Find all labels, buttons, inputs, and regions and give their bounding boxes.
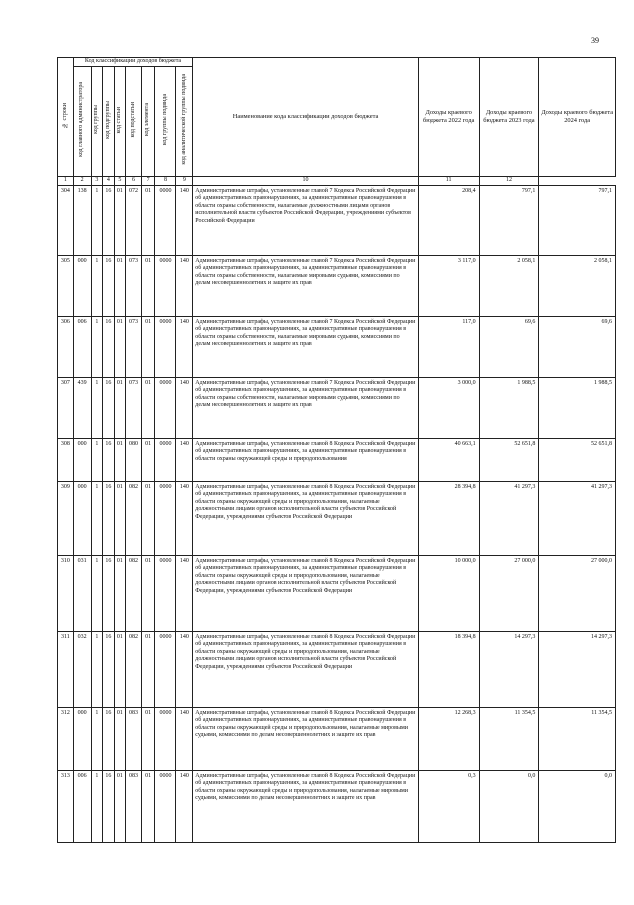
- column-number: 10: [193, 177, 418, 186]
- revenue-name: Административные штрафы, установленные главой 8 Кодекса Российской Федерации об административных правонарушениях, за административные правонарушения в области охраны окружающей среды и природопользования, налагаемые должностными лицами органов исполнительной власти субъектов Российской Федерации, учреждениями субъектов Российской Федерации: [193, 632, 418, 708]
- column-number: 12: [479, 177, 539, 186]
- subarticle-code: 083: [126, 708, 142, 771]
- row-number: 311: [58, 632, 74, 708]
- subgroup-code: 16: [103, 556, 115, 632]
- element-code: 01: [141, 708, 155, 771]
- group-code: 1: [91, 186, 103, 256]
- amount-2023: 52 651,8: [479, 439, 539, 482]
- subarticle-code: 080: [126, 439, 142, 482]
- revenue-name: Административные штрафы, установленные главой 7 Кодекса Российской Федерации об административных правонарушениях, за административные правонарушения в области охраны собственности, налагаемые мировыми судьями, комиссиями по делам несовершеннолетних и защите их прав: [193, 256, 418, 317]
- podvid-code: 0000: [155, 632, 176, 708]
- podvid-code: 0000: [155, 186, 176, 256]
- table-row: [58, 556, 616, 632]
- subarticle-code: 072: [126, 186, 142, 256]
- podvid-code: 0000: [155, 482, 176, 556]
- revenue-name: Административные штрафы, установленные главой 7 Кодекса Российской Федерации об административных правонарушениях, за административные правонарушения в области охраны собственности, налагаемые мировыми судьями, комиссиями по делам несовершеннолетних и защите их прав: [193, 317, 418, 378]
- amount-2024: 2 058,1: [539, 256, 616, 317]
- subgroup-code: 16: [103, 708, 115, 771]
- group-code: 1: [91, 556, 103, 632]
- header-admin-code: код главного администратора: [73, 67, 91, 177]
- analytic-code: 140: [176, 439, 193, 482]
- article-code: 01: [114, 708, 126, 771]
- element-code: 01: [141, 378, 155, 439]
- analytic-code: 140: [176, 771, 193, 843]
- group-code: 1: [91, 632, 103, 708]
- group-code: 1: [91, 378, 103, 439]
- amount-2024: 27 000,0: [539, 556, 616, 632]
- header-2023: Доходы краевого бюджета 2023 года: [479, 58, 539, 177]
- element-code: 01: [141, 556, 155, 632]
- page-number: 39: [591, 36, 599, 45]
- subgroup-code: 16: [103, 482, 115, 556]
- table-row: [58, 186, 616, 256]
- group-code: 1: [91, 439, 103, 482]
- amount-2022: 208,4: [418, 186, 479, 256]
- column-number: 11: [418, 177, 479, 186]
- analytic-code: 140: [176, 317, 193, 378]
- header-2022: Доходы краевого бюджета 2022 года: [418, 58, 479, 177]
- element-code: 01: [141, 632, 155, 708]
- header-article-code: код статьи: [114, 67, 126, 177]
- analytic-code: 140: [176, 378, 193, 439]
- table-row: [58, 317, 616, 378]
- header-name: Наименование кода классификации доходов бюджета: [193, 58, 418, 177]
- amount-2023: 2 058,1: [479, 256, 539, 317]
- revenue-name: Административные штрафы, установленные главой 8 Кодекса Российской Федерации об административных правонарушениях, за административные правонарушения в области охраны окружающей среды и природопользования, налагаемые мировыми судьями, комиссиями по делам несовершеннолетних и защите их прав: [193, 771, 418, 843]
- header-2024: Доходы краевого бюджета 2024 года: [539, 58, 616, 177]
- amount-2024: 14 297,3: [539, 632, 616, 708]
- row-number: 304: [58, 186, 74, 256]
- column-number: 4: [103, 177, 115, 186]
- revenue-name: Административные штрафы, установленные главой 7 Кодекса Российской Федерации об административных правонарушениях, за административные правонарушения в области охраны собственности, налагаемые должностными лицами органов исполнительной власти субъектов Российской Федерации, учреждениями субъектов Российской Федерации: [193, 186, 418, 256]
- analytic-code: 140: [176, 556, 193, 632]
- table-row: [58, 256, 616, 317]
- article-code: 01: [114, 439, 126, 482]
- column-number: 2: [73, 177, 91, 186]
- element-code: 01: [141, 482, 155, 556]
- row-number: 312: [58, 708, 74, 771]
- subarticle-code: 082: [126, 482, 142, 556]
- amount-2022: 117,0: [418, 317, 479, 378]
- column-number-row: [58, 177, 616, 186]
- row-number: 307: [58, 378, 74, 439]
- subarticle-code: 082: [126, 556, 142, 632]
- element-code: 01: [141, 771, 155, 843]
- admin-code: 006: [73, 771, 91, 843]
- article-code: 01: [114, 771, 126, 843]
- article-code: 01: [114, 186, 126, 256]
- column-number: 8: [155, 177, 176, 186]
- element-code: 01: [141, 186, 155, 256]
- header-subgroup-code: код подгруппы: [103, 67, 115, 177]
- subgroup-code: 16: [103, 771, 115, 843]
- amount-2022: 3 117,0: [418, 256, 479, 317]
- group-code: 1: [91, 708, 103, 771]
- analytic-code: 140: [176, 632, 193, 708]
- amount-2024: 52 651,8: [539, 439, 616, 482]
- subgroup-code: 16: [103, 186, 115, 256]
- analytic-code: 140: [176, 708, 193, 771]
- admin-code: 031: [73, 556, 91, 632]
- admin-code: 000: [73, 708, 91, 771]
- subarticle-code: 083: [126, 771, 142, 843]
- amount-2024: 0,0: [539, 771, 616, 843]
- row-number: 305: [58, 256, 74, 317]
- header-analytic-code: код аналитической группы подвида: [176, 67, 193, 177]
- element-code: 01: [141, 439, 155, 482]
- table-row: [58, 708, 616, 771]
- header-podvid-code: код группы подвида: [155, 67, 176, 177]
- subgroup-code: 16: [103, 632, 115, 708]
- group-code: 1: [91, 256, 103, 317]
- subgroup-code: 16: [103, 317, 115, 378]
- group-code: 1: [91, 482, 103, 556]
- article-code: 01: [114, 317, 126, 378]
- column-number: 3: [91, 177, 103, 186]
- element-code: 01: [141, 317, 155, 378]
- amount-2022: 18 394,8: [418, 632, 479, 708]
- analytic-code: 140: [176, 256, 193, 317]
- article-code: 01: [114, 632, 126, 708]
- amount-2022: 40 663,1: [418, 439, 479, 482]
- admin-code: 439: [73, 378, 91, 439]
- admin-code: 000: [73, 482, 91, 556]
- amount-2023: 14 297,3: [479, 632, 539, 708]
- column-number: 6: [126, 177, 142, 186]
- amount-2023: 69,6: [479, 317, 539, 378]
- article-code: 01: [114, 256, 126, 317]
- table-row: [58, 439, 616, 482]
- amount-2022: 3 000,0: [418, 378, 479, 439]
- amount-2023: 1 988,5: [479, 378, 539, 439]
- article-code: 01: [114, 482, 126, 556]
- podvid-code: 0000: [155, 439, 176, 482]
- amount-2024: 69,6: [539, 317, 616, 378]
- column-number: 1: [58, 177, 74, 186]
- header-classification-group: Код классификации доходов бюджета: [73, 58, 193, 67]
- amount-2022: 0,3: [418, 771, 479, 843]
- amount-2024: 11 354,5: [539, 708, 616, 771]
- subarticle-code: 073: [126, 378, 142, 439]
- article-code: 01: [114, 378, 126, 439]
- table-row: [58, 482, 616, 556]
- admin-code: 000: [73, 256, 91, 317]
- row-number: 306: [58, 317, 74, 378]
- article-code: 01: [114, 556, 126, 632]
- podvid-code: 0000: [155, 771, 176, 843]
- amount-2023: 797,1: [479, 186, 539, 256]
- header-row-number: № строки: [58, 58, 74, 177]
- amount-2024: 797,1: [539, 186, 616, 256]
- row-number: 308: [58, 439, 74, 482]
- podvid-code: 0000: [155, 317, 176, 378]
- column-number: 9: [176, 177, 193, 186]
- revenue-name: Административные штрафы, установленные главой 8 Кодекса Российской Федерации об административных правонарушениях, за административные правонарушения в области охраны окружающей среды и природопользования: [193, 439, 418, 482]
- podvid-code: 0000: [155, 256, 176, 317]
- revenue-name: Административные штрафы, установленные главой 8 Кодекса Российской Федерации об административных правонарушениях, за административные правонарушения в области охраны окружающей среды и природопользования, налагаемые мировыми судьями, комиссиями по делам несовершеннолетних и защите их прав: [193, 708, 418, 771]
- subarticle-code: 073: [126, 256, 142, 317]
- admin-code: 006: [73, 317, 91, 378]
- podvid-code: 0000: [155, 378, 176, 439]
- group-code: 1: [91, 771, 103, 843]
- subarticle-code: 073: [126, 317, 142, 378]
- subgroup-code: 16: [103, 439, 115, 482]
- group-code: 1: [91, 317, 103, 378]
- column-number: 5: [114, 177, 126, 186]
- amount-2023: 27 000,0: [479, 556, 539, 632]
- revenue-name: Административные штрафы, установленные главой 8 Кодекса Российской Федерации об административных правонарушениях, за административные правонарушения в области охраны окружающей среды и природопользования, налагаемые должностными лицами органов исполнительной власти субъектов Российской Федерации, учреждениями субъектов Российской Федерации: [193, 482, 418, 556]
- admin-code: 138: [73, 186, 91, 256]
- amount-2023: 41 297,3: [479, 482, 539, 556]
- admin-code: 032: [73, 632, 91, 708]
- header-element-code: код элемента: [141, 67, 155, 177]
- subgroup-code: 16: [103, 378, 115, 439]
- row-number: 309: [58, 482, 74, 556]
- podvid-code: 0000: [155, 708, 176, 771]
- analytic-code: 140: [176, 186, 193, 256]
- revenue-name: Административные штрафы, установленные главой 7 Кодекса Российской Федерации об административных правонарушениях, за административные правонарушения в области охраны собственности, налагаемые мировыми судьями, комиссиями по делам несовершеннолетних и защите их прав: [193, 378, 418, 439]
- amount-2024: 1 988,5: [539, 378, 616, 439]
- table-row: [58, 378, 616, 439]
- amount-2024: 41 297,3: [539, 482, 616, 556]
- element-code: 01: [141, 256, 155, 317]
- table-row: [58, 632, 616, 708]
- header-subarticle-code: код подстатьи: [126, 67, 142, 177]
- budget-revenue-table: [57, 57, 616, 843]
- row-number: 313: [58, 771, 74, 843]
- header-group-code: код группы: [91, 67, 103, 177]
- analytic-code: 140: [176, 482, 193, 556]
- amount-2022: 28 394,8: [418, 482, 479, 556]
- amount-2023: 11 354,5: [479, 708, 539, 771]
- amount-2022: 12 268,3: [418, 708, 479, 771]
- podvid-code: 0000: [155, 556, 176, 632]
- amount-2022: 10 000,0: [418, 556, 479, 632]
- amount-2023: 0,0: [479, 771, 539, 843]
- row-number: 310: [58, 556, 74, 632]
- revenue-name: Административные штрафы, установленные главой 8 Кодекса Российской Федерации об административных правонарушениях, за административные правонарушения в области охраны окружающей среды и природопользования, налагаемые должностными лицами органов исполнительной власти субъектов Российской Федерации, учреждениями субъектов Российской Федерации: [193, 556, 418, 632]
- subarticle-code: 082: [126, 632, 142, 708]
- column-number: 7: [141, 177, 155, 186]
- admin-code: 000: [73, 439, 91, 482]
- subgroup-code: 16: [103, 256, 115, 317]
- table-row: [58, 771, 616, 843]
